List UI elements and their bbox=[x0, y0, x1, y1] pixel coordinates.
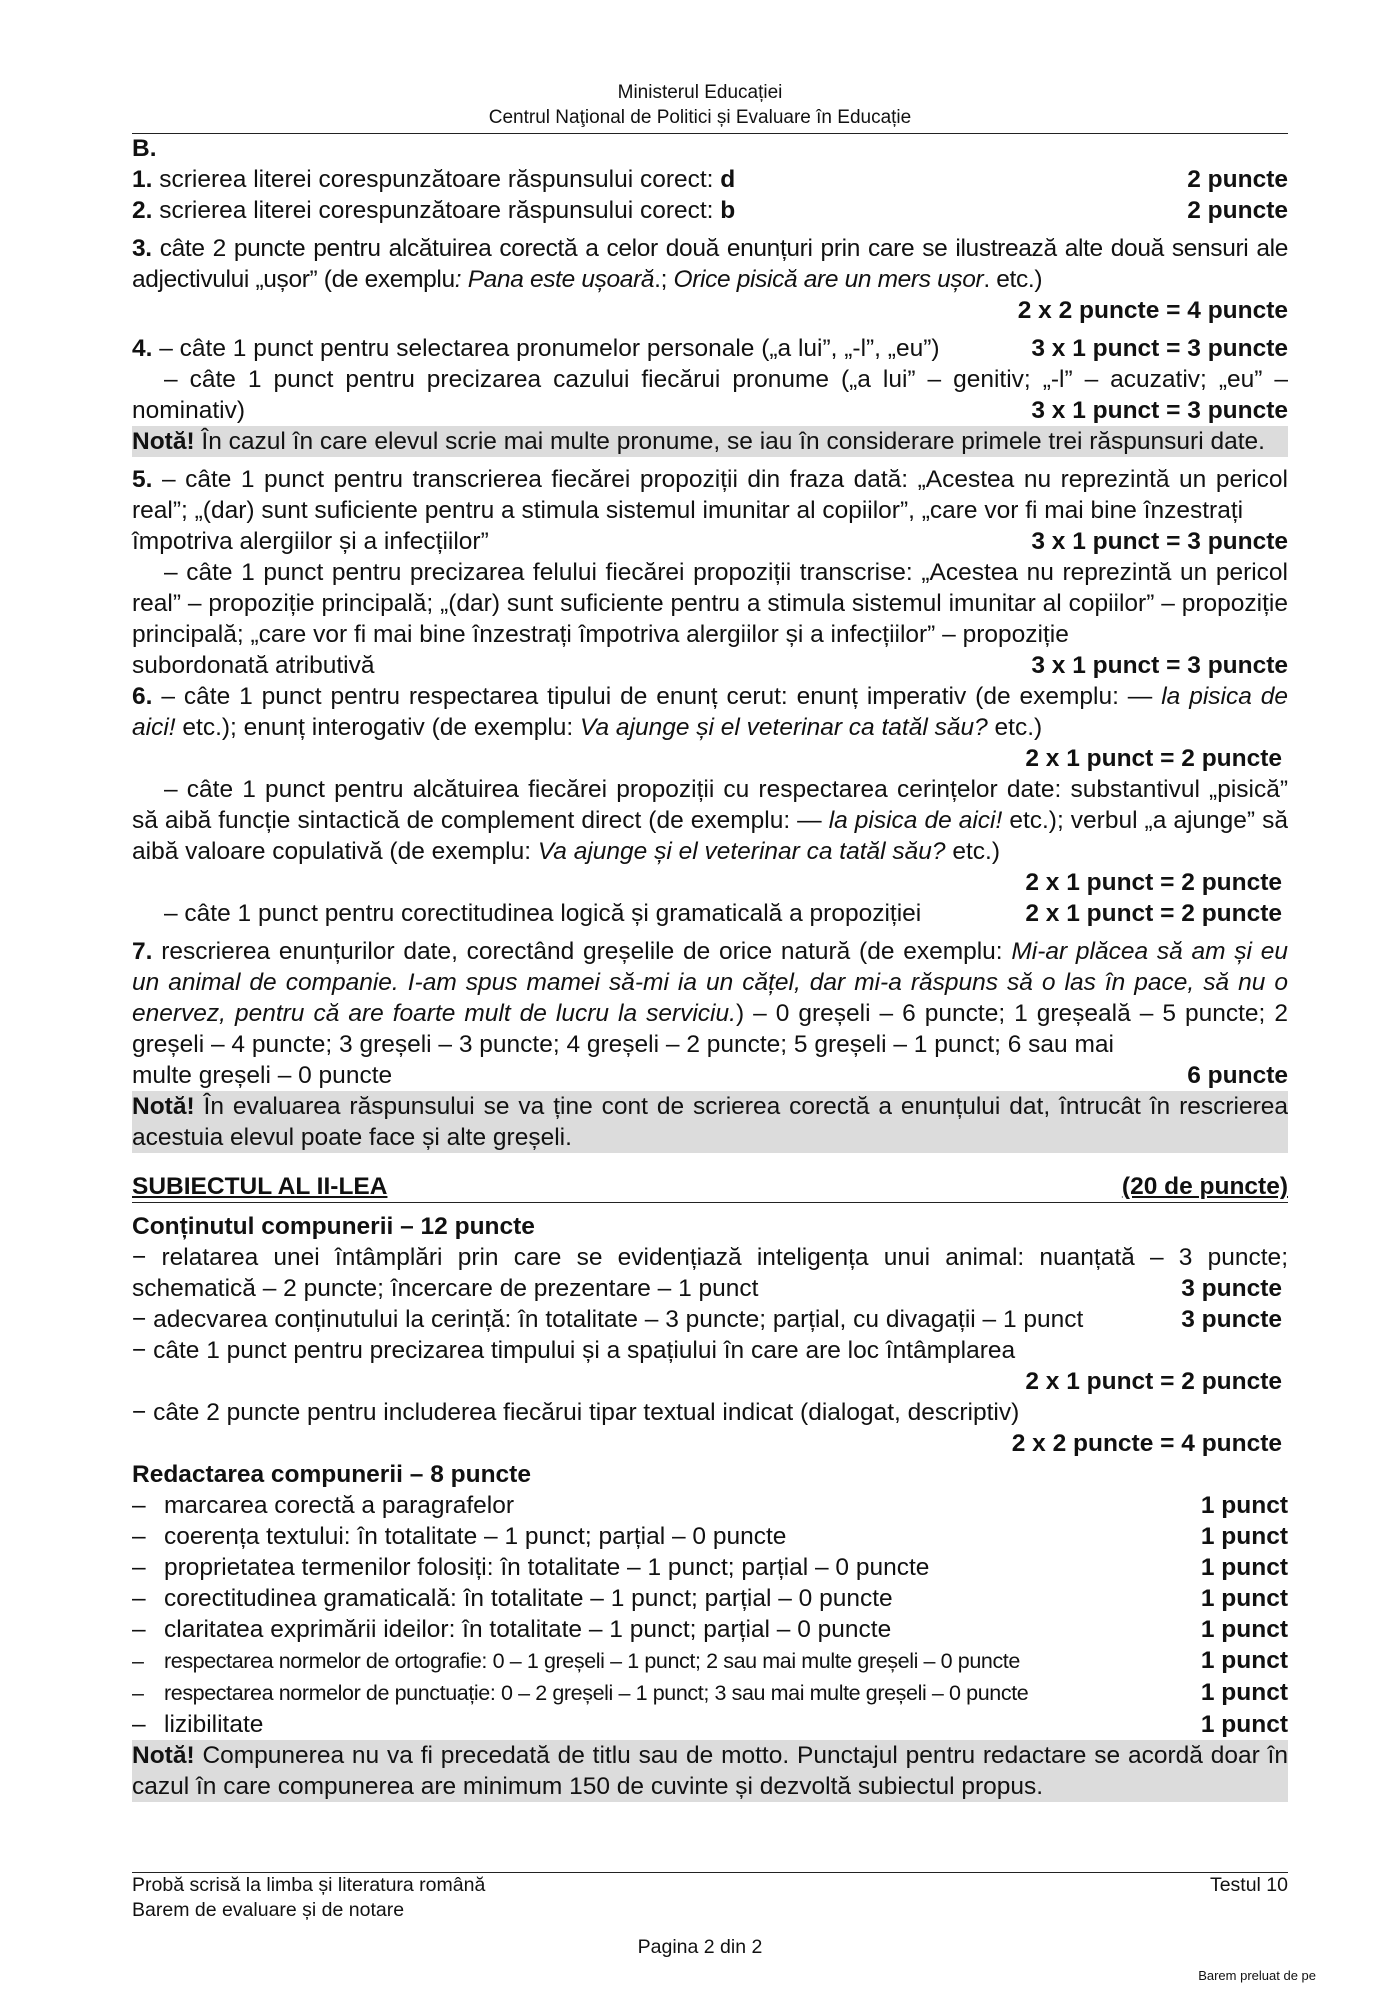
redact-criterion-points: 1 punct bbox=[1200, 1647, 1288, 1674]
redact-criterion-text: corectitudinea gramaticală: în totalitate – 1 punct; parțial – 0 puncte bbox=[164, 1585, 893, 1612]
item-4a: 4. – câte 1 punct pentru selectarea pronumelor personale („a lui”, „-l”, „eu”) 3 x 1 punct = 3 puncte bbox=[132, 335, 1288, 362]
redact-criterion-points: 1 punct bbox=[1200, 1679, 1288, 1706]
item-1: 1. scrierea literei corespunzătoare răspunsului corect: d 2 puncte bbox=[132, 166, 1288, 193]
item-7: 7. rescrierea enunțurilor date, corectând greșelile de orice natură (de exemplu: Mi-ar plăcea să am și eu un animal de companie. I-am spus mamei să-mi ia un cățel, dar mi-a răspuns să o las în pace, să nu o enervez, pentru că are foarte mult de lucru la serviciu.) – 0 greșeli – 6 puncte; 1 greșeală – 5 puncte; 2 greșeli – 4 puncte; 3 greșeli – 3 puncte; 4 greșeli – 2 puncte; 5 greșeli – 1 punct; 6 sau mai bbox=[132, 938, 1288, 1058]
content-criterion-2: − adecvarea conținutului la cerință: în totalitate – 3 puncte; parțial, cu divagații – 1 punct 3 puncte bbox=[132, 1306, 1282, 1333]
subject-2-title: SUBIECTUL AL II-LEA bbox=[132, 1173, 388, 1200]
redact-criterion-points: 1 punct bbox=[1200, 1711, 1288, 1738]
item-7-end: multe greșeli – 0 puncte 6 puncte bbox=[132, 1062, 1288, 1089]
content-title: Conținutul compunerii – 12 puncte bbox=[132, 1213, 535, 1240]
dash-marker: – bbox=[132, 1523, 146, 1550]
footer-doc-type: Barem de evaluare și de notare bbox=[132, 1899, 405, 1921]
dash-marker: – bbox=[132, 1492, 146, 1519]
item-4b-points: 3 x 1 punct = 3 puncte bbox=[1031, 397, 1288, 424]
footer-test-number: Testul 10 bbox=[1209, 1874, 1288, 1896]
dash-marker: – bbox=[132, 1585, 146, 1612]
redact-criterion-text: coerența textului: în totalitate – 1 punct; parțial – 0 puncte bbox=[164, 1523, 787, 1550]
dash-marker: – bbox=[132, 1649, 144, 1673]
redact-criterion-points: 1 punct bbox=[1200, 1492, 1288, 1519]
item-6b-points: 2 x 1 punct = 2 puncte bbox=[1025, 869, 1282, 896]
item-6c: – câte 1 punct pentru corectitudinea logică și gramaticală a propoziției 2 x 1 punct = 2 puncte bbox=[164, 900, 1282, 927]
item-5a-end: împotriva alergiilor și a infecțiilor” 3 x 1 punct = 3 puncte bbox=[132, 528, 1288, 555]
document-body bbox=[132, 133, 1288, 1802]
item-6a-points: 2 x 1 punct = 2 puncte bbox=[1025, 745, 1282, 772]
section-b-label: B. bbox=[132, 135, 157, 162]
item-2-points: 2 puncte bbox=[1187, 197, 1288, 224]
note-item-4: Notă! În cazul în care elevul scrie mai multe pronume, se iau în considerare primele trei răspunsuri date. bbox=[132, 426, 1288, 457]
center-name: Centrul Naţional de Politici și Evaluare în Educație bbox=[488, 107, 912, 128]
item-4a-points: 3 x 1 punct = 3 puncte bbox=[1031, 335, 1288, 362]
footer-exam-name: Probă scrisă la limba și literatura română bbox=[132, 1874, 486, 1896]
redact-criteria-list bbox=[132, 1490, 1288, 1740]
content-criterion-1: − relatarea unei întâmplări prin care se evidențiază inteligența unui animal: nuanțată – 3 puncte; bbox=[132, 1244, 1288, 1271]
redact-criterion-points: 1 punct bbox=[1200, 1523, 1288, 1550]
content-criterion-3: − câte 1 punct pentru precizarea timpului și a spațiului în care are loc întâmplarea bbox=[132, 1337, 1016, 1364]
redact-criterion bbox=[132, 1709, 1288, 1740]
item-3-points: 2 x 2 puncte = 4 puncte bbox=[1017, 297, 1288, 324]
item-4b: – câte 1 punct pentru precizarea cazului fiecărui pronume („a lui” – genitiv; „-l” – acuzativ; „eu” – bbox=[164, 366, 1288, 393]
redact-criterion-text: claritatea exprimării ideilor: în totalitate – 1 punct; parțial – 0 puncte bbox=[164, 1616, 892, 1643]
redact-criterion-points: 1 punct bbox=[1200, 1554, 1288, 1581]
item-1-points: 2 puncte bbox=[1187, 166, 1288, 193]
redact-criterion-points: 1 punct bbox=[1200, 1585, 1288, 1612]
source-credit: Barem preluat de pe bbox=[1198, 1968, 1316, 1983]
item-3: 3. câte 2 puncte pentru alcătuirea corectă a celor două enunțuri prin care se ilustrează alte două sensuri ale adjectivului „ușor” (de exemplu: Pana este ușoară.; Orice pisică are un mers ușor. etc.) bbox=[132, 235, 1288, 293]
redact-criterion bbox=[132, 1583, 1288, 1614]
page-header bbox=[0, 80, 1400, 130]
dash-marker: – bbox=[132, 1616, 146, 1643]
content-criterion-1-end: schematică – 2 puncte; încercare de prezentare – 1 punct 3 puncte bbox=[132, 1275, 1282, 1302]
content-criterion-2-points: 3 puncte bbox=[1181, 1306, 1282, 1333]
item-5b-points: 3 x 1 punct = 3 puncte bbox=[1031, 652, 1288, 679]
redact-criterion bbox=[132, 1677, 1288, 1709]
item-5b: – câte 1 punct pentru precizarea felului fiecărei propoziții transcrise: „Acestea nu reprezintă un pericol real” – propoziție principală; „(dar) sunt suficiente pentru a stimula sistemul imunitar al copiilor” – propoziție principală; „care vor fi mai bine înzestrați împotriva alergiilor și a infecțiilor” – propoziție bbox=[132, 559, 1288, 648]
dash-marker: – bbox=[132, 1554, 146, 1581]
item-6c-points: 2 x 1 punct = 2 puncte bbox=[1025, 900, 1282, 927]
item-5a: 5. – câte 1 punct pentru transcrierea fiecărei propoziții din fraza dată: „Acestea nu reprezintă un pericol real”; „(dar) sunt suficiente pentru a stimula sistemul imunitar al copiilor”, „care vor fi mai bine înzestrați bbox=[132, 466, 1288, 524]
item-4b-end: nominativ) 3 x 1 punct = 3 puncte bbox=[132, 397, 1288, 424]
redact-criterion bbox=[132, 1521, 1288, 1552]
dash-marker: – bbox=[132, 1711, 146, 1738]
subject-2-points: (20 de puncte) bbox=[1121, 1173, 1288, 1200]
redact-criterion-text: marcarea corectă a paragrafelor bbox=[164, 1492, 514, 1519]
content-criterion-4: − câte 2 puncte pentru includerea fiecărui tipar textual indicat (dialogat, descriptiv) bbox=[132, 1399, 1020, 1426]
item-6b: – câte 1 punct pentru alcătuirea fiecărei propoziții cu respectarea cerințelor date: substantivul „pisică” să aibă funcție sintactică de complement direct (de exemplu: — la pisica de aici! etc.); verbul „a ajunge” să aibă valoare copulativă (de exemplu: Va ajunge și el veterinar ca tatăl său? etc.) bbox=[132, 776, 1288, 865]
redact-criterion-points: 1 punct bbox=[1200, 1616, 1288, 1643]
content-criterion-1-points: 3 puncte bbox=[1181, 1275, 1282, 1302]
note-item-7: Notă! În evaluarea răspunsului se va ține cont de scrierea corectă a enunțului dat, întrucât în rescrierea acestuia elevul poate face și alte greșeli. bbox=[132, 1093, 1288, 1151]
item-7-points: 6 puncte bbox=[1187, 1062, 1288, 1089]
redact-criterion-text: respectarea normelor de punctuație: 0 – 2 greșeli – 1 punct; 3 sau mai multe greșeli – 0 puncte bbox=[164, 1681, 1029, 1705]
content-criterion-4-points: 2 x 2 puncte = 4 puncte bbox=[1011, 1430, 1282, 1457]
dash-marker: – bbox=[132, 1681, 144, 1705]
page-footer bbox=[132, 1873, 1288, 1923]
subject-2-heading bbox=[132, 1171, 1288, 1203]
item-6a: 6. – câte 1 punct pentru respectarea tipului de enunț cerut: enunț imperativ (de exemplu: — la pisica de aici! etc.); enunț interogativ (de exemplu: Va ajunge și el veterinar ca tatăl său? etc.) bbox=[132, 683, 1288, 741]
redact-criterion-text: lizibilitate bbox=[164, 1711, 264, 1738]
ministry-name: Ministerul Educației bbox=[617, 82, 783, 103]
item-5a-points: 3 x 1 punct = 3 puncte bbox=[1031, 528, 1288, 555]
redact-criterion bbox=[132, 1645, 1288, 1677]
redact-criterion-text: proprietatea termenilor folosiți: în totalitate – 1 punct; parțial – 0 puncte bbox=[164, 1554, 930, 1581]
item-5b-end: subordonată atributivă 3 x 1 punct = 3 puncte bbox=[132, 652, 1288, 679]
redact-criterion-text: respectarea normelor de ortografie: 0 – 1 greșeli – 1 punct; 2 sau mai multe greșeli – 0 puncte bbox=[164, 1649, 1020, 1673]
note-subject-2: Notă! Compunerea nu va fi precedată de titlu sau de motto. Punctajul pentru redactare se acordă doar în cazul în care compunerea are minimum 150 de cuvinte și dezvoltă subiectul propus. bbox=[132, 1742, 1288, 1800]
redact-criterion bbox=[132, 1490, 1288, 1521]
redact-criterion bbox=[132, 1552, 1288, 1583]
item-2: 2. scrierea literei corespunzătoare răspunsului corect: b 2 puncte bbox=[132, 197, 1288, 224]
redact-criterion bbox=[132, 1614, 1288, 1645]
page-number: Pagina 2 din 2 bbox=[637, 1936, 763, 1958]
content-criterion-3-points: 2 x 1 punct = 2 puncte bbox=[1025, 1368, 1282, 1395]
redact-title: Redactarea compunerii – 8 puncte bbox=[132, 1461, 531, 1488]
